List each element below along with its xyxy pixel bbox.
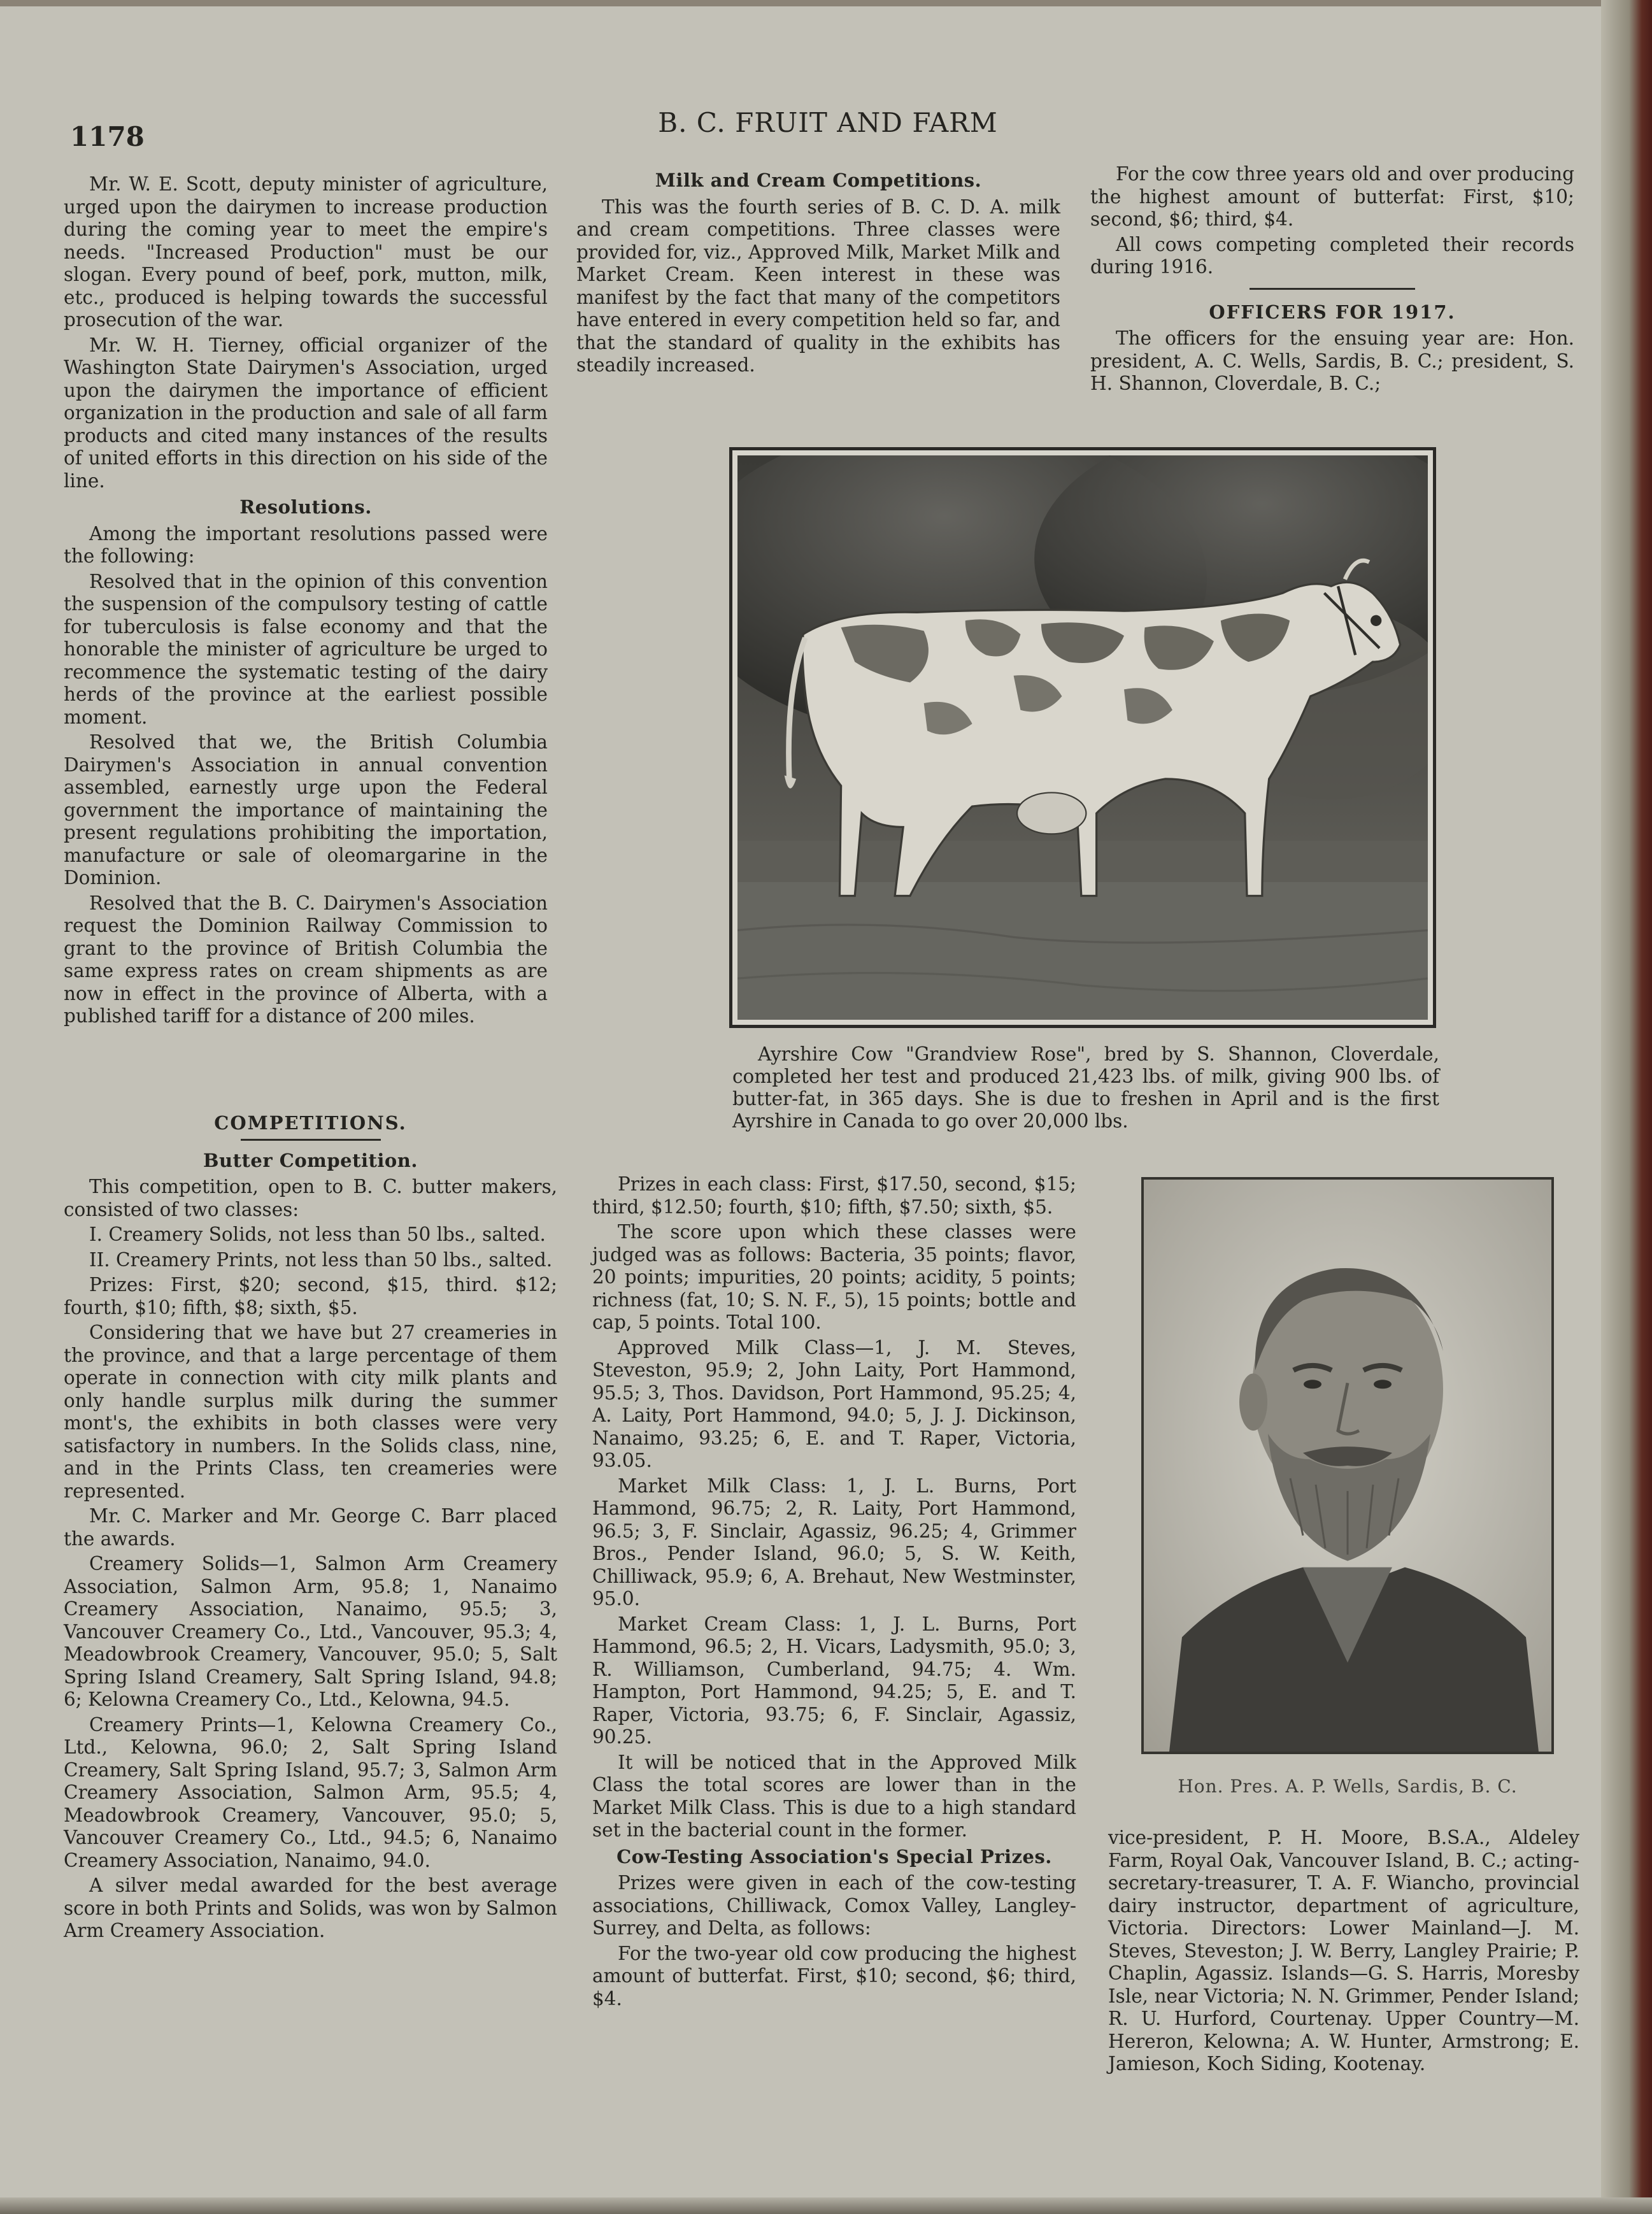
page-top-edge [0, 0, 1652, 6]
paragraph: Resolved that the B. C. Dairymen's Association request the Dominion Railway Commission to grant to the province of British Columbia the same express rates on cream shipments as are now in effect in the province of Alberta, with a published tariff for a distance of 200 miles. [64, 892, 548, 1027]
portrait-photograph [1141, 1177, 1554, 1754]
section-heading-competitions: COMPETITIONS. [214, 1112, 407, 1134]
paragraph: II. Creamery Prints, not less than 50 lbs., salted. [89, 1248, 553, 1271]
divider [241, 1139, 381, 1141]
paragraph: I. Creamery Solids, not less than 50 lbs., salted. [89, 1224, 546, 1245]
column-left-bottom [64, 1108, 557, 1945]
paragraph: Prizes in each class: First, $17.50, second, $15; third, $12.50; fourth, $10; fifth, $7.50; sixth, $5. [592, 1173, 1076, 1218]
cow-photograph [729, 447, 1436, 1028]
column-middle-bottom [592, 1173, 1076, 2013]
column-right-top [1090, 163, 1574, 398]
paragraph: This competition, open to B. C. butter makers, consisted of two classes: [64, 1176, 557, 1220]
paragraph: All cows competing completed their records during 1916. [1090, 233, 1574, 278]
paragraph: Mr. W. E. Scott, deputy minister of agriculture, urged upon the dairymen to increase production during the coming year to meet the empire's needs. "Increased Production" must be our slogan. Every pound of beef, pork, mutton, milk, etc., produced is helping towards the successful prosecution of the war. [64, 173, 548, 331]
paragraph: The score upon which these classes were judged was as follows: Bacteria, 35 points; flavor, 20 points; impurities, 20 points; acidity, 5 points; richness (fat, 10; S. N. F., 5), 15 points; bottle and cap, 5 points. Total 100. [592, 1221, 1076, 1333]
column-middle-top [576, 166, 1060, 380]
paragraph: A silver medal awarded for the best average score in both Prints and Solids, was won by Salmon Arm Creamery Association. [64, 1875, 557, 1941]
section-heading-officers: OFFICERS FOR 1917. [1209, 301, 1456, 323]
paragraph: Among the important resolutions passed were the following: [64, 522, 548, 567]
paragraph: Mr. C. Marker and Mr. George C. Barr placed the awards. [64, 1505, 557, 1550]
page-number: 1178 [70, 121, 145, 152]
paragraph: Creamery Prints—1, Kelowna Creamery Co., Ltd., Kelowna, 96.0; 2, Salt Spring Island Creamery, Salt Spring Island, 95.7; 3, Salmon Arm Creamery Association, Salmon Arm, 95.5; 4, Meadowbrook Creamery, Vancouver, 95.0; 5, Vancouver Creamery Co., Ltd., 94.5; 6, Nanaimo Creamery Association, Nanaimo, 94.0. [64, 1713, 557, 1871]
page-binding-edge [1601, 0, 1652, 2214]
section-heading-cow-testing: Cow-Testing Association's Special Prizes. [616, 1845, 1052, 1868]
paragraph: Market Cream Class: 1, J. L. Burns, Port Hammond, 96.5; 2, H. Vicars, Ladysmith, 95.0; 3, R. Williamson, Cumberland, 94.75; 4. Wm. Hampton, Port Hammond, 94.25; 5, E. and T. Raper, Victoria, 93.75; 6, F. Sinclair, Agassiz, 90.25. [592, 1613, 1076, 1748]
running-header: B. C. FRUIT AND FARM [658, 107, 998, 138]
paragraph: The officers for the ensuing year are: Hon. president, A. C. Wells, Sardis, B. C.; president, S. H. Shannon, Cloverdale, B. C.; [1090, 327, 1574, 394]
paragraph: Approved Milk Class—1, J. M. Steves, Steveston, 95.9; 2, John Laity, Port Hammond, 95.5; 3, Thos. Davidson, Port Hammond, 95.25; 4, A. Laity, Port Hammond, 94.0; 5, J. J. Dickinson, Nanaimo, 93.25; 6, E. and T. Raper, Victoria, 93.05. [592, 1336, 1076, 1471]
paragraph: Resolved that in the opinion of this convention the suspension of the compulsory testing of cattle for tuberculosis is false economy and that the honorable the minister of agriculture be urged to recommence the systematic testing of the dairy herds of the province at the earliest possible moment. [64, 570, 548, 728]
paragraph: Considering that we have but 27 creameries in the province, and that a large percentage of them operate in connection with city milk plants and only handle surplus milk during the summer mont's, the exhibits in both classes were very satisfactory in numbers. In the Solids class, nine, and in the Prints Class, ten creameries were represented. [64, 1322, 557, 1502]
portrait-image [1144, 1180, 1551, 1752]
divider [1250, 288, 1415, 290]
cow-photo-caption: Ayrshire Cow "Grandview Rose", bred by S. Shannon, Cloverdale, completed her test and produced 21,423 lbs. of milk, giving 900 lbs. of butter-fat, in 365 days. She is due to freshen in April and is the first Ayrshire in Canada to go over 20,000 lbs. [732, 1043, 1439, 1132]
paragraph: Prizes were given in each of the cow-testing associations, Chilliwack, Comox Valley, Langley-Surrey, and Delta, as follows: [592, 1872, 1076, 1939]
section-heading-resolutions: Resolutions. [239, 496, 372, 518]
paragraph: This was the fourth series of B. C. D. A. milk and cream competitions. Three classes were provided for, viz., Approved Milk, Market Milk and Market Cream. Keen interest in these was manifest by the fact that many of the competitors have entered in every competition held so far, and that the standard of quality in the exhibits has steadily increased. [576, 196, 1060, 376]
column-left-top [64, 173, 548, 1031]
section-heading-butter: Butter Competition. [203, 1149, 418, 1171]
cow-image [737, 455, 1428, 1020]
paragraph: For the cow three years old and over producing the highest amount of butterfat: First, $10; second, $6; third, $4. [1090, 163, 1574, 230]
paragraph: It will be noticed that in the Approved Milk Class the total scores are lower than in the Market Milk Class. This is due to a high standard set in the bacterial count in the former. [592, 1751, 1076, 1841]
portrait-caption: Hon. Pres. A. P. Wells, Sardis, B. C. [1178, 1776, 1518, 1797]
page-bottom-edge [0, 2197, 1652, 2214]
paragraph: Creamery Solids—1, Salmon Arm Creamery Association, Salmon Arm, 95.8; 1, Nanaimo Creamery Association, Nanaimo, 95.5; 3, Vancouver Creamery Co., Ltd., Vancouver, 95.3; 4, Meadowbrook Creamery, Vancouver, 95.0; 5, Salt Spring Island Creamery, Salt Spring Island, 94.8; 6; Kelowna Creamery Co., Ltd., Kelowna, 94.5. [64, 1553, 557, 1710]
section-heading-milk-cream: Milk and Cream Competitions. [655, 169, 982, 191]
paragraph: Mr. W. H. Tierney, official organizer of the Washington State Dairymen's Association, urged upon the dairymen the importance of efficient organization in the production and sale of all farm products and cited many instances of the results of united efforts in this direction on his side of the line. [64, 334, 548, 492]
paragraph: Resolved that we, the British Columbia Dairymen's Association in annual convention assembled, earnestly urge upon the Federal government the importance of maintaining the present regulations prohibiting the importation, manufacture or sale of oleomargarine in the Dominion. [64, 731, 548, 889]
paragraph: For the two-year old cow producing the highest amount of butterfat. First, $10; second, $6; third, $4. [592, 1942, 1076, 2010]
paragraph: vice-president, P. H. Moore, B.S.A., Aldeley Farm, Royal Oak, Vancouver Island, B. C.; acting-secretary-treasurer, T. A. F. Wiancho, provincial dairy instructor, department of agriculture, Victoria. Directors: Lower Mainland—J. M. Steves, Steveston; J. W. Berry, Langley Prairie; P. Chaplin, Agassiz. Islands—G. S. Harris, Moresby Isle, near Victoria; N. N. Grimmer, Pender Island; R. U. Hurford, Courtenay. Upper Country—M. Hereron, Kelowna; A. W. Hunter, Armstrong; E. Jamieson, Koch Siding, Kootenay. [1108, 1827, 1579, 2075]
paragraph: Prizes: First, $20; second, $15, third. $12; fourth, $10; fifth, $8; sixth, $5. [64, 1274, 557, 1318]
paragraph: Market Milk Class: 1, J. L. Burns, Port Hammond, 96.75; 2, R. Laity, Port Hammond, 96.5; 3, F. Sinclair, Agassiz, 96.25; 4, Grimmer Bros., Pender Island, 96.0; 5, S. W. Keith, Chilliwack, 95.9; 6, A. Brehaut, New Westminster, 95.0. [592, 1475, 1076, 1610]
column-right-bottom [1108, 1827, 1579, 2078]
